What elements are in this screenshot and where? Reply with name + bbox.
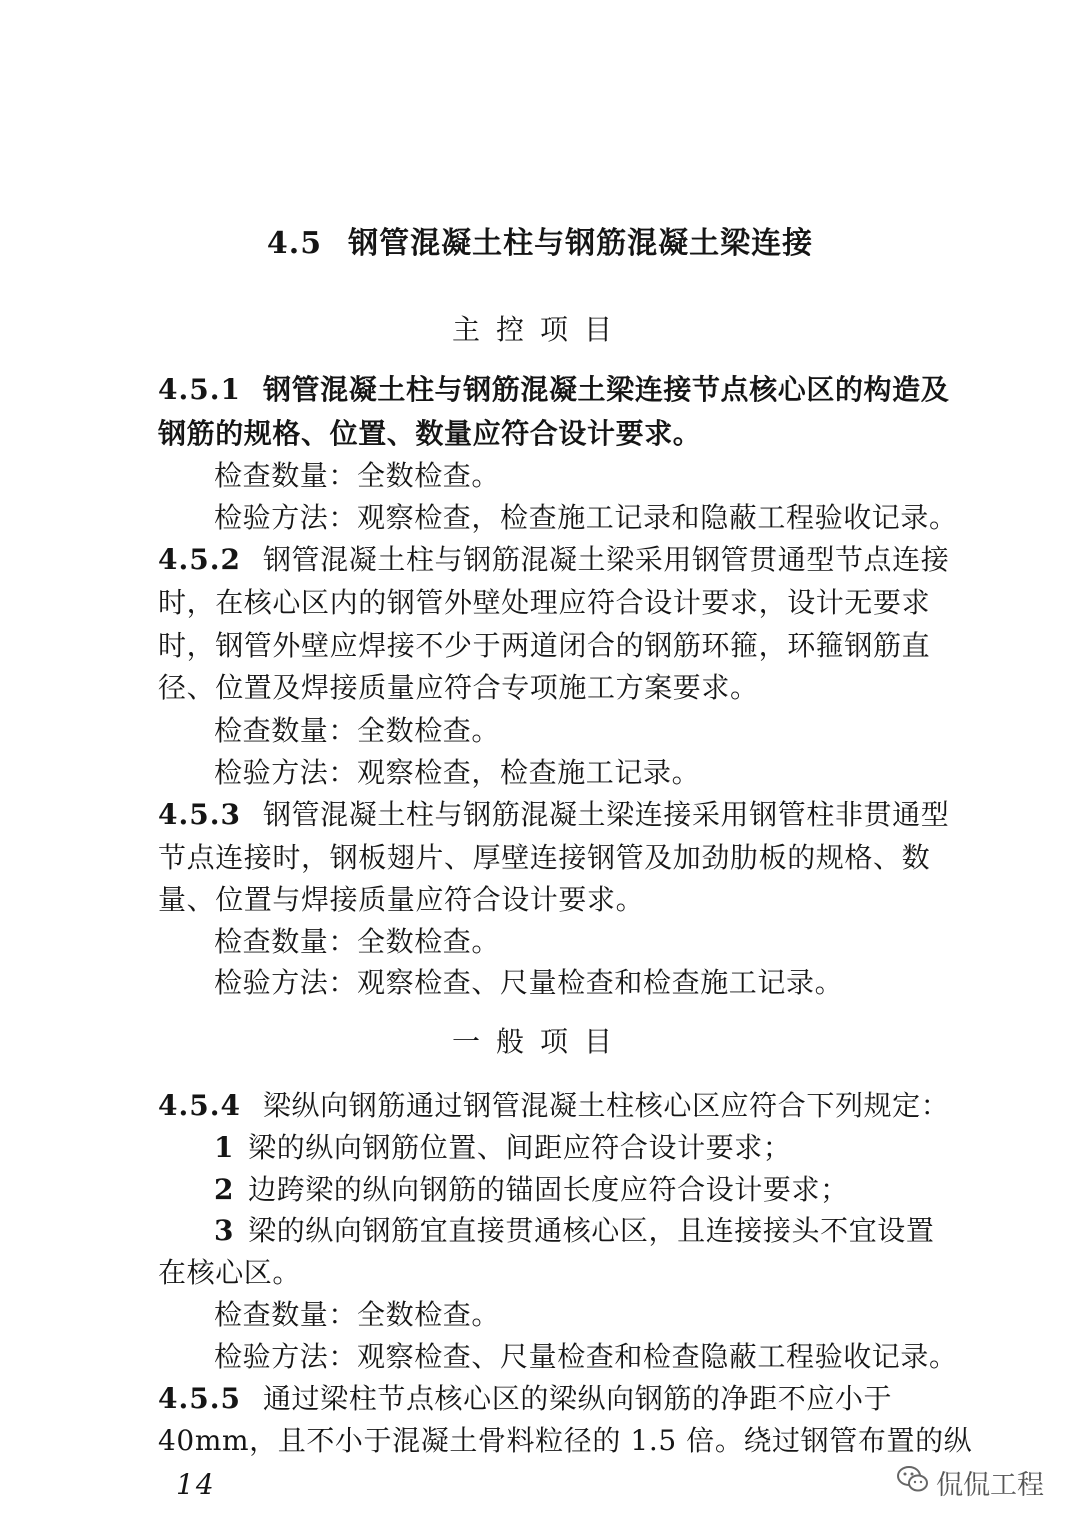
list-item xyxy=(214,1170,1004,1210)
clause-text: 钢管混凝土柱与钢筋混凝土梁连接采用钢管柱非贯通型 xyxy=(262,798,950,831)
clause-number: 4.5.1 xyxy=(158,373,241,406)
wechat-icon xyxy=(896,1464,930,1501)
clause-4-5-1-line-2: 钢筋的规格、位置、数量应符合设计要求。 xyxy=(158,417,702,450)
watermark xyxy=(896,1463,1044,1502)
section-number: 4.5 xyxy=(266,226,323,261)
clause-number: 4.5.4 xyxy=(158,1089,241,1122)
check-method: 检验方法：观察检查，检查施工记录。 xyxy=(214,756,701,789)
list-item xyxy=(214,1211,1004,1251)
clause-4-5-4-intro xyxy=(158,1086,948,1126)
check-quantity: 检查数量：全数检查。 xyxy=(214,925,501,958)
main-items-heading: 主控项目 xyxy=(451,313,628,346)
clause-text: 通过梁柱节点核心区的梁纵向钢筋的净距不应小于 xyxy=(262,1382,893,1415)
page-number: 14 xyxy=(176,1468,216,1501)
item-text: 梁的纵向钢筋宜直接贯通核心区，且连接接头不宜设置 xyxy=(248,1214,935,1247)
clause-4-5-2-line-3: 时，钢管外壁应焊接不少于两道闭合的钢筋环箍，环箍钢筋直 xyxy=(158,629,931,662)
clause-4-5-5-line-2: 40mm，且不小于混凝土骨料粒径的 1.5 倍。绕过钢管布置的纵 xyxy=(158,1424,973,1457)
clause-text: 钢管混凝土柱与钢筋混凝土梁采用钢管贯通型节点连接 xyxy=(262,543,950,576)
clause-4-5-3-line-3: 量、位置与焊接质量应符合设计要求。 xyxy=(158,883,645,916)
clause-4-5-2-line-1 xyxy=(158,540,948,580)
section-title-text: 钢管混凝土柱与钢筋混凝土梁连接 xyxy=(348,226,814,261)
clause-text: 钢管混凝土柱与钢筋混凝土梁连接节点核心区的构造及 xyxy=(262,373,950,406)
check-method: 检验方法：观察检查，检查施工记录和隐蔽工程验收记录。 xyxy=(214,501,958,534)
check-method: 检验方法：观察检查、尺量检查和检查隐蔽工程验收记录。 xyxy=(214,1340,958,1373)
item-number: 1 xyxy=(214,1131,235,1164)
clause-4-5-2-line-4: 径、位置及焊接质量应符合专项施工方案要求。 xyxy=(158,671,759,704)
clause-number: 4.5.3 xyxy=(158,798,241,831)
clause-4-5-2-line-2: 时，在核心区内的钢管外壁处理应符合设计要求，设计无要求 xyxy=(158,586,931,619)
clause-number: 4.5.2 xyxy=(158,543,241,576)
check-quantity: 检查数量：全数检查。 xyxy=(214,459,501,492)
section-title xyxy=(0,222,1080,266)
clause-number: 4.5.5 xyxy=(158,1382,241,1415)
general-items-heading: 一般项目 xyxy=(451,1025,628,1058)
check-quantity: 检查数量：全数检查。 xyxy=(214,1298,501,1331)
clause-4-5-3-line-2: 节点连接时，钢板翅片、厚壁连接钢管及加劲肋板的规格、数 xyxy=(158,841,931,874)
item-text: 梁的纵向钢筋位置、间距应符合设计要求； xyxy=(248,1131,792,1164)
check-quantity: 检查数量：全数检查。 xyxy=(214,714,501,747)
check-method: 检验方法：观察检查、尺量检查和检查施工记录。 xyxy=(214,966,844,999)
list-item xyxy=(214,1128,1004,1168)
clause-4-5-1-line-1 xyxy=(158,370,948,410)
watermark-text: 侃侃工程 xyxy=(936,1470,1044,1501)
item-text: 边跨梁的纵向钢筋的锚固长度应符合设计要求； xyxy=(248,1173,849,1206)
clause-4-5-5-line-1 xyxy=(158,1379,948,1419)
clause-4-5-3-line-1 xyxy=(158,795,948,835)
clause-text: 梁纵向钢筋通过钢管混凝土柱核心区应符合下列规定： xyxy=(262,1089,950,1122)
item-number: 2 xyxy=(214,1173,235,1206)
item-number: 3 xyxy=(214,1214,235,1247)
list-item-continuation: 在核心区。 xyxy=(158,1256,302,1289)
